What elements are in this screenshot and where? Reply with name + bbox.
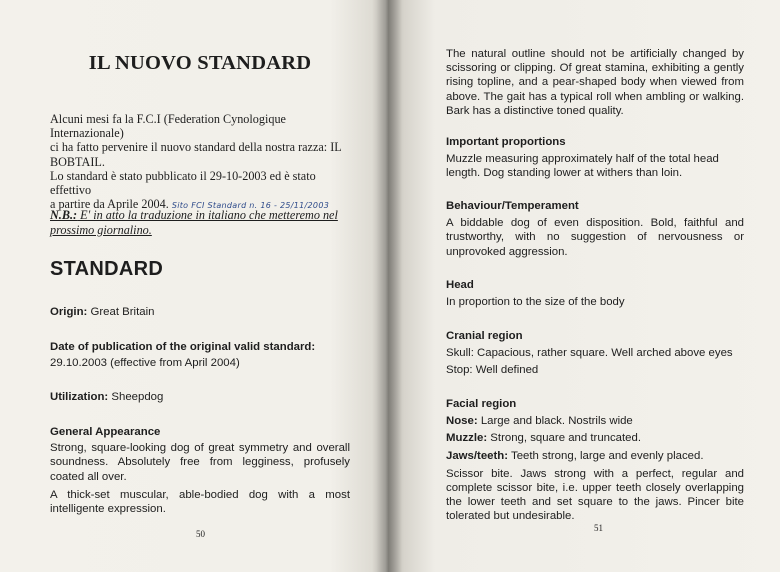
bite-text: Scissor bite. Jaws strong with a perfect, regular and complete scissor bite, i.e. upper teeth closely overlapping the lower teeth and set square to the jaws. Pincer bite tolerated but undesirable. <box>446 467 744 523</box>
jaws-label: Jaws/teeth: <box>446 449 509 462</box>
cranial-heading: Cranial region <box>446 330 523 342</box>
utilization-line <box>50 390 360 404</box>
left-page <box>0 0 388 572</box>
jaws-value: Teeth strong, large and evenly placed. <box>508 449 704 462</box>
head-heading: Head <box>446 279 474 291</box>
publication-value: 29.10.2003 (effective from April 2004) <box>50 357 240 370</box>
page-title: IL NUOVO STANDARD <box>88 52 312 74</box>
book-gutter <box>372 0 402 572</box>
behaviour-text: A biddable dog of even disposition. Bold, faithful and trustworthy, with no suggestion of nervousness or unprovoked aggression. <box>446 217 744 258</box>
proportions-text: Muzzle measuring approximately half of the total head length. Dog standing lower at withers than loin. <box>446 153 719 180</box>
nb-note <box>50 208 360 237</box>
origin-line <box>50 305 360 319</box>
stop-text: Stop: Well defined <box>446 364 539 377</box>
section-title: STANDARD <box>50 258 164 280</box>
handwritten-note: Sito FCI Standard n. 16 - 25/11/2003 <box>171 201 330 211</box>
muzzle-line <box>446 431 744 445</box>
page-number-right: 51 <box>594 523 603 533</box>
general-paragraph-2: A thick-set muscular, able-bodied dog with a most intelligente expression. <box>50 488 350 516</box>
intro-line: Alcuni mesi fa la F.C.I (Federation Cynologique Internazionale) <box>50 112 286 141</box>
origin-value: Great Britain <box>87 306 155 318</box>
skull-text: Skull: Capacious, rather square. Well arched above eyes <box>446 347 733 360</box>
proportions-block <box>446 135 744 181</box>
cranial-block <box>446 329 744 378</box>
muzzle-label: Muzzle: <box>446 432 488 445</box>
general-appearance-block <box>50 425 350 516</box>
muzzle-value: Strong, square and truncated. <box>487 432 642 445</box>
utilization-value: Sheepdog <box>108 391 164 403</box>
head-text: In proportion to the size of the body <box>446 296 625 309</box>
behaviour-block <box>446 199 744 259</box>
head-block <box>446 278 744 309</box>
intro-line-text: a partire da Aprile 2004. <box>50 197 169 212</box>
intro-line: Lo standard è stato pubblicato il 29-10-2003 ed è stato effettivo <box>50 168 316 198</box>
intro-line: ci ha fatto pervenire il nuovo standard della nostra razza: IL <box>50 140 342 155</box>
right-page <box>388 0 780 572</box>
publication-block <box>50 340 360 370</box>
outline-paragraph: The natural outline should not be artificially changed by scissoring or clipping. Of great stamina, exhibiting a gently rising topline, and a pear-shaped body when viewed from above. The gait has a typical roll when ambling or walking. Bark has a distinctive toned quality. <box>446 48 744 117</box>
jaws-line <box>446 449 744 463</box>
behaviour-heading: Behaviour/Temperament <box>446 200 579 212</box>
intro-paragraph <box>50 112 356 213</box>
facial-block <box>446 397 744 524</box>
utilization-label: Utilization: <box>50 391 109 403</box>
origin-label: Origin: <box>50 306 88 318</box>
nb-label: N.B.: <box>50 208 78 222</box>
facial-heading: Facial region <box>446 398 517 410</box>
nose-value: Large and black. Nostrils wide <box>477 415 633 428</box>
nb-text: E' in atto la traduzione in italiano che metteremo nel prossimo giornalino. <box>50 208 338 237</box>
proportions-heading: Important proportions <box>446 136 566 148</box>
page-number-left: 50 <box>196 529 205 539</box>
nose-label: Nose: <box>446 415 478 428</box>
publication-label: Date of publication of the original valid standard: <box>50 341 316 353</box>
general-paragraph-1: Strong, square-looking dog of great symmetry and overall soundness. Absolutely free from legginess, profusely coated all over. <box>50 442 350 483</box>
nose-line <box>446 414 744 428</box>
intro-line: BOBTAIL. <box>50 154 105 169</box>
general-heading: General Appearance <box>50 426 161 438</box>
